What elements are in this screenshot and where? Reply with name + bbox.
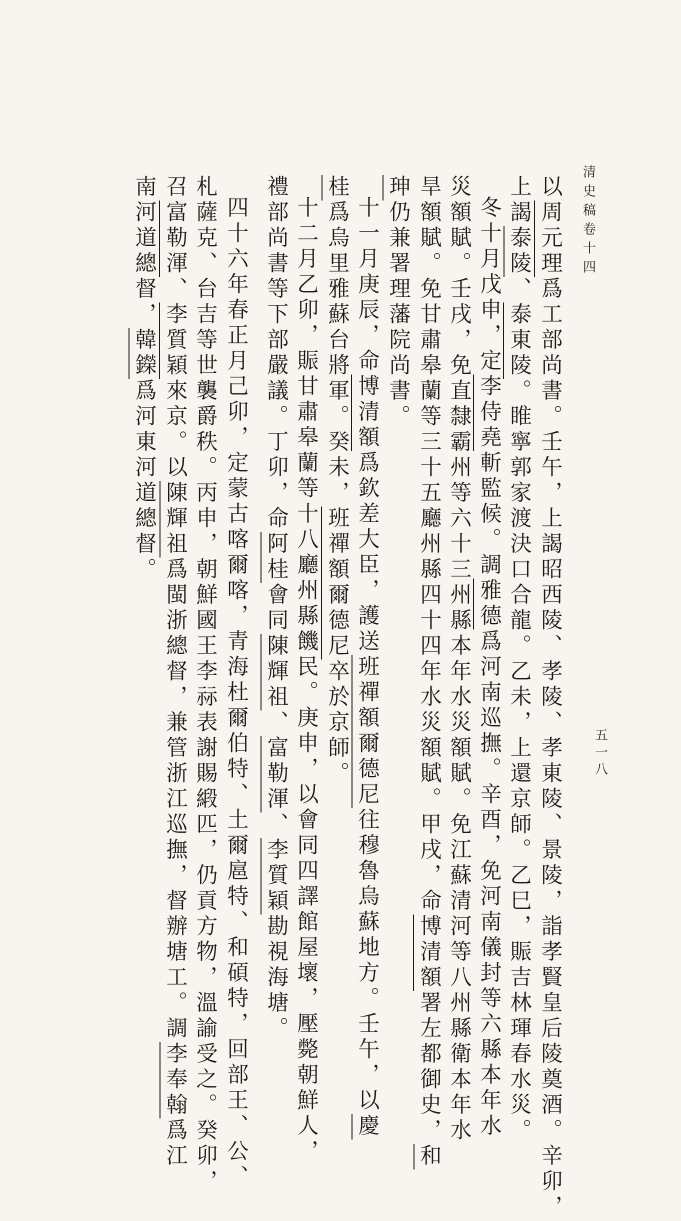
person-name: 桂 <box>324 175 350 201</box>
person-name: 韓鑅 <box>131 328 157 379</box>
text-column: 四十六年春正月己卯，定蒙古喀爾喀，青海杜爾伯特、土爾扈特、和碩特，回部王、公、 <box>223 196 249 1191</box>
text-column: 以周元理爲工部尚書。壬午，上謁昭西陵、孝陵、孝東陵、景陵，詣孝賢皇后陵奠酒。辛卯， <box>537 175 563 1221</box>
text-column: 禮部尚書等下部嚴議。丁卯，命阿桂會同陳輝祖、富勒渾、李質穎勘視海塘。 <box>263 175 289 1042</box>
person-name: 班禪額爾德尼 <box>324 506 350 660</box>
person-name: 慶 <box>354 1114 380 1140</box>
person-name: 博清額 <box>354 374 380 451</box>
person-name: 雅德 <box>476 578 502 630</box>
person-name: 李質穎 <box>162 302 188 379</box>
text-column: 召富勒渾、李質穎來京。以陳輝祖爲閩浙總督，兼管浙江巡撫，督辦塘工。調李奉翰爲江 <box>162 175 188 1170</box>
text-column: 冬十月戊申，定李侍堯斬監候。調雅德爲河南巡撫。辛酉，免河南儀封等六縣本年水 <box>476 196 502 1140</box>
text-column: 珅仍兼署理藩院尚書。 <box>385 175 411 430</box>
text-column: 上謁泰陵、泰東陵。睢寧郭家渡決口合龍。乙未，上還京師。乙巳，賑吉林琿春水災。 <box>506 175 532 1144</box>
person-name: 周元理 <box>537 200 563 277</box>
person-name: 珅 <box>385 175 411 201</box>
text-column: 十二月乙卯，賑甘肅皋蘭等十八廳州縣饑民。庚申，以會同四譯館屋壞，壓斃朝鮮人， <box>293 196 319 1165</box>
person-name: 博清額 <box>416 914 442 991</box>
person-name: 李侍堯 <box>476 374 502 451</box>
person-name: 和 <box>416 1144 442 1170</box>
person-name: 陳輝祖 <box>263 634 289 711</box>
page-number: 五一八 <box>592 728 607 779</box>
text-column: 桂爲烏里雅蘇台將軍。癸未，班禪額爾德尼卒於京師。 <box>324 175 350 787</box>
person-name: 富勒渾 <box>263 736 289 813</box>
text-column: 札薩克、台吉等世襲爵秩。丙申，朝鮮國王李祘表謝賜緞匹，仍貢方物，溫諭受之。癸卯， <box>192 175 218 1195</box>
running-title: 清史稿卷十四 <box>580 165 595 279</box>
text-column: 十一月庚辰，命博清額爲欽差大臣，護送班禪額爾德尼往穆魯烏蘇地方。壬午，以慶 <box>354 196 380 1140</box>
person-name: 阿桂 <box>263 532 289 583</box>
place-name: 泰陵 <box>506 226 532 277</box>
text-column: 災額賦。壬戌，免直隸霸州等六十三州縣本年水災額賦。免江蘇清河等八州縣衛本年水 <box>446 175 472 1144</box>
person-name: 班禪額爾德尼 <box>354 655 380 808</box>
person-name: 富勒渾 <box>162 200 188 277</box>
person-name: 李奉翰 <box>162 1042 188 1119</box>
person-name: 陳輝祖 <box>162 481 188 558</box>
person-name: 李質穎 <box>263 838 289 915</box>
text-column: 南河道總督，韓鑅爲河東河道總督。 <box>131 175 157 583</box>
place-name: 泰東陵 <box>506 302 532 379</box>
text-column: 旱額賦。免甘肅皋蘭等三十五廳州縣四十四年水災額賦。甲戌，命博清額署左都御史，和 <box>416 175 442 1170</box>
